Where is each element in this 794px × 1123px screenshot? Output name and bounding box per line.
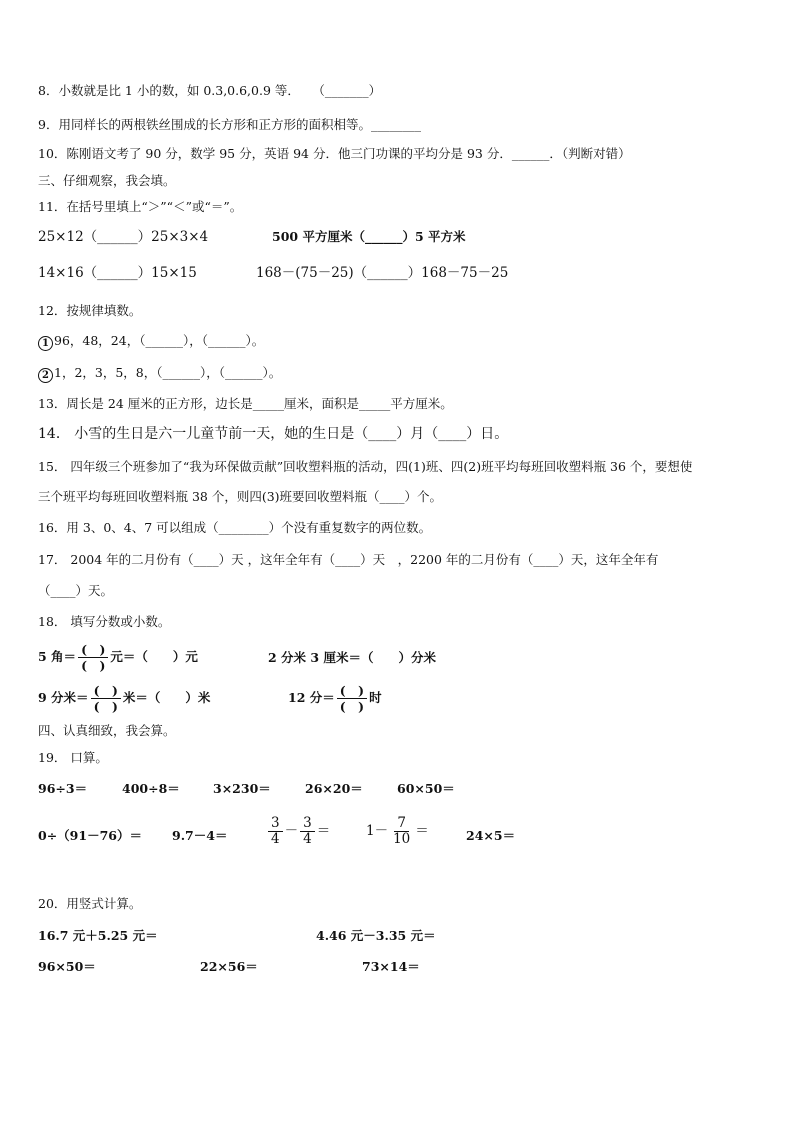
fraction-denominator: ( )	[339, 699, 365, 714]
equals-sign: ＝	[415, 823, 429, 839]
section-3-heading: 三、仔细观察，我会填。	[38, 173, 176, 188]
q18-d-fraction	[337, 683, 367, 714]
q18-d-prefix: 12 分＝	[288, 690, 335, 705]
fraction-numerator: 7	[394, 816, 409, 832]
q19-r1-4: 26×20＝	[305, 781, 363, 796]
q17-line1: 17． 2004 年的二月份有（____）天 ，这年全年有（____）天 ，2200 年的二月份有（____）天，这年全年有	[38, 552, 659, 567]
q20-b: 4.46 元－3.35 元＝	[316, 928, 436, 943]
q20-a: 16.7 元＋5.25 元＝	[38, 928, 158, 943]
q8-line: 8．小数就是比 1 小的数，如 0.3,0.6,0.9 等． （_______）	[38, 83, 382, 98]
q11-d: 168－(75－25)（______）168－75－25	[256, 265, 509, 281]
fraction-numerator: 3	[300, 816, 315, 832]
q18-title: 18． 填写分数或小数。	[38, 614, 171, 629]
q9-line: 9．用同样长的两根铁丝围成的长方形和正方形的面积相等。________	[38, 117, 421, 132]
q15-line2: 三个班平均每班回收塑料瓶 38 个，则四(3)班要回收塑料瓶（____）个。	[38, 489, 443, 504]
q19-r1-1: 96÷3＝	[38, 781, 88, 796]
fraction-3-4-b	[300, 816, 315, 847]
circled-1-icon: 1	[38, 336, 53, 351]
q18-d-suffix: 时	[369, 690, 382, 705]
q12-row1	[38, 332, 264, 351]
minus-sign: －	[284, 823, 299, 839]
q19-d-prefix: 1－	[366, 823, 389, 839]
fraction-numerator: 3	[268, 816, 283, 832]
q19-r2-5: 24×5＝	[466, 828, 516, 843]
q19-r2-4	[366, 816, 429, 847]
fraction-numerator: ( )	[91, 683, 121, 699]
q18-a	[38, 642, 198, 673]
q20-c: 96×50＝	[38, 959, 96, 974]
fraction-denominator: 10	[393, 831, 411, 847]
fraction-denominator: ( )	[81, 658, 106, 673]
q18-a-fraction	[78, 642, 108, 673]
q11-b: 500 平方厘米（______）5 平方米	[272, 229, 466, 244]
q19-title: 19． 口算。	[38, 750, 108, 765]
q19-r2-1: 0÷（91－76）＝	[38, 828, 142, 843]
q11-c: 14×16（______）15×15	[38, 265, 197, 281]
q16-line: 16．用 3、0、4、7 可以组成（________）个没有重复数字的两位数。	[38, 520, 432, 535]
q12-title: 12．按规律填数。	[38, 303, 142, 318]
q12-row2-text: 1，2，3，5，8，（______），（______）。	[54, 365, 282, 380]
fraction-7-10	[390, 816, 413, 847]
q19-r1-2: 400÷8＝	[122, 781, 180, 796]
fraction-3-4-a	[268, 816, 283, 847]
q18-a-prefix: 5 角＝	[38, 649, 77, 664]
q20-title: 20．用竖式计算。	[38, 896, 142, 911]
q15-line1: 15． 四年级三个班参加了“我为环保做贡献”回收塑料瓶的活动，四(1)班、四(2)班平均每班回收塑料瓶 36 个，要想使	[38, 459, 693, 474]
q18-c-prefix: 9 分米＝	[38, 690, 89, 705]
q19-r2-2: 9.7－4＝	[172, 828, 228, 843]
q14-line: 14． 小雪的生日是六一儿童节前一天，她的生日是（____）月（____）日。	[38, 426, 509, 442]
q19-r1-5: 60×50＝	[397, 781, 455, 796]
q11-a: 25×12（______）25×3×4	[38, 229, 209, 245]
q17-line2: （____）天。	[38, 583, 114, 598]
fraction-denominator: 4	[303, 831, 312, 847]
q19-r2-3	[266, 816, 330, 847]
q20-e: 73×14＝	[362, 959, 420, 974]
q18-c	[38, 683, 210, 714]
q20-d: 22×56＝	[200, 959, 258, 974]
q18-c-suffix: 米＝（ ）米	[122, 690, 211, 705]
circled-2-icon: 2	[38, 368, 53, 383]
q11-title: 11．在括号里填上“＞”“＜”或“＝”。	[38, 199, 243, 214]
section-4-heading: 四、认真细致，我会算。	[38, 723, 176, 738]
q12-row2	[38, 364, 281, 383]
q10-line: 10．陈刚语文考了 90 分，数学 95 分，英语 94 分．他三门功课的平均分是 93 分．______．（判断对错）	[38, 146, 631, 161]
fraction-denominator: 4	[271, 831, 280, 847]
equals-sign: ＝	[316, 823, 331, 839]
q18-d	[288, 683, 382, 714]
q18-b: 2 分米 3 厘米＝（ ）分米	[268, 650, 436, 665]
fraction-numerator: ( )	[78, 642, 108, 658]
q18-a-suffix: 元＝（ ）元	[110, 649, 198, 664]
q12-row1-text: 96，48，24，（______），（______）。	[54, 333, 265, 348]
q13-line: 13．周长是 24 厘米的正方形，边长是_____厘米，面积是_____平方厘米。	[38, 396, 453, 411]
q19-r1-3: 3×230＝	[213, 781, 271, 796]
q18-c-fraction	[91, 683, 121, 714]
fraction-denominator: ( )	[93, 699, 118, 714]
fraction-numerator: ( )	[337, 683, 367, 699]
